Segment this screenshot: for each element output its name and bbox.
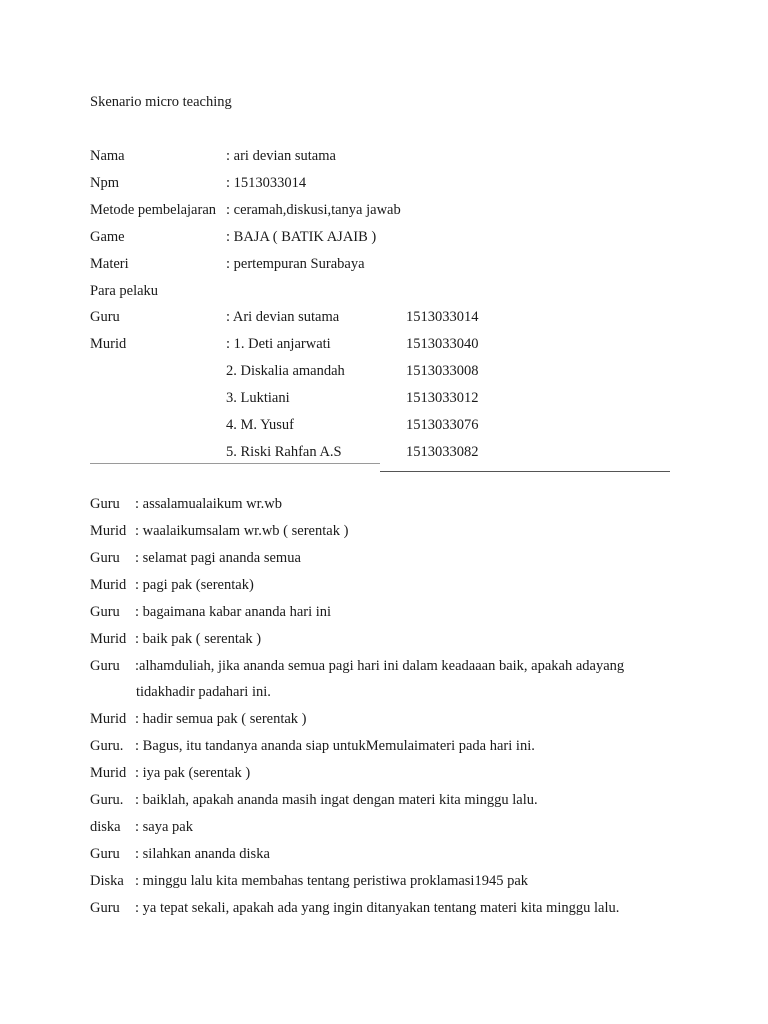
- info-value-nama: : ari devian sutama: [226, 148, 336, 164]
- participant-npm: 1513033014: [406, 309, 479, 325]
- dialogue-text: : silahkan ananda diska: [135, 846, 270, 862]
- dialogue-speaker: Guru: [90, 846, 120, 862]
- participant-npm: 1513033040: [406, 336, 479, 352]
- info-label-para-pelaku: Para pelaku: [90, 283, 159, 299]
- dialogue-text: : bagaimana kabar ananda hari ini: [135, 604, 332, 620]
- participant-role: Murid: [90, 336, 127, 352]
- dialogue-speaker: Murid: [90, 765, 127, 781]
- divider-line: [90, 463, 380, 464]
- participant-npm: 1513033076: [406, 417, 479, 433]
- dialogue-speaker: Diska: [90, 873, 124, 889]
- dialogue-text: : saya pak: [135, 819, 193, 835]
- info-value-metode: : ceramah,diskusi,tanya jawab: [226, 202, 401, 218]
- info-value-materi: : pertempuran Surabaya: [226, 256, 365, 272]
- participant-name: : 1. Deti anjarwati: [226, 336, 331, 352]
- participant-npm: 1513033082: [406, 444, 479, 460]
- participant-name: 4. M. Yusuf: [226, 417, 294, 433]
- dialogue-text: : hadir semua pak ( serentak ): [135, 711, 307, 727]
- dialogue-speaker: Guru: [90, 900, 120, 916]
- info-label-nama: Nama: [90, 148, 125, 164]
- dialogue-speaker: Guru: [90, 658, 120, 674]
- participant-name: : Ari devian sutama: [226, 309, 340, 325]
- info-value-game: : BAJA ( BATIK AJAIB ): [226, 229, 377, 245]
- dialogue-speaker: Murid: [90, 631, 127, 647]
- dialogue-speaker: Guru.: [90, 738, 124, 754]
- dialogue-text: : baiklah, apakah ananda masih ingat dengan materi kita minggu lalu.: [135, 792, 538, 808]
- dialogue-text: :alhamduliah, jika ananda semua pagi hari ini dalam keadaaan baik, apakah adayang: [135, 658, 625, 674]
- info-label-game: Game: [90, 229, 125, 245]
- dialogue-text-continuation: tidakhadir padahari ini.: [136, 684, 271, 700]
- info-label-metode: Metode pembelajaran: [90, 202, 217, 218]
- dialogue-speaker: Guru: [90, 604, 120, 620]
- dialogue-text: : baik pak ( serentak ): [135, 631, 262, 647]
- dialogue-speaker: diska: [90, 819, 121, 835]
- dialogue-speaker: Guru: [90, 496, 120, 512]
- dialogue-text: : selamat pagi ananda semua: [135, 550, 301, 566]
- info-label-materi: Materi: [90, 256, 129, 272]
- dialogue-text: : waalaikumsalam wr.wb ( serentak ): [135, 523, 349, 539]
- dialogue-speaker: Guru.: [90, 792, 124, 808]
- document-title: Skenario micro teaching: [90, 94, 232, 110]
- dialogue-text: : minggu lalu kita membahas tentang peristiwa proklamasi1945 pak: [135, 873, 529, 889]
- dialogue-speaker: Guru: [90, 550, 120, 566]
- dialogue-text: : pagi pak (serentak): [135, 577, 254, 593]
- dialogue-text: : ya tepat sekali, apakah ada yang ingin ditanyakan tentang materi kita minggu lalu.: [135, 900, 620, 916]
- participant-name: 2. Diskalia amandah: [226, 363, 345, 379]
- participant-name: 5. Riski Rahfan A.S: [226, 444, 342, 460]
- info-value-npm: : 1513033014: [226, 175, 307, 191]
- dialogue-text: : Bagus, itu tandanya ananda siap untukMemulaimateri pada hari ini.: [135, 738, 535, 754]
- dialogue-speaker: Murid: [90, 523, 127, 539]
- participant-name: 3. Luktiani: [226, 390, 290, 406]
- participant-role: Guru: [90, 309, 120, 325]
- divider-line: [380, 471, 670, 472]
- dialogue-text: : assalamualaikum wr.wb: [135, 496, 282, 512]
- dialogue-speaker: Murid: [90, 711, 127, 727]
- dialogue-text: : iya pak (serentak ): [135, 765, 251, 781]
- participant-npm: 1513033012: [406, 390, 479, 406]
- info-label-npm: Npm: [90, 175, 119, 191]
- participant-npm: 1513033008: [406, 363, 479, 379]
- dialogue-speaker: Murid: [90, 577, 127, 593]
